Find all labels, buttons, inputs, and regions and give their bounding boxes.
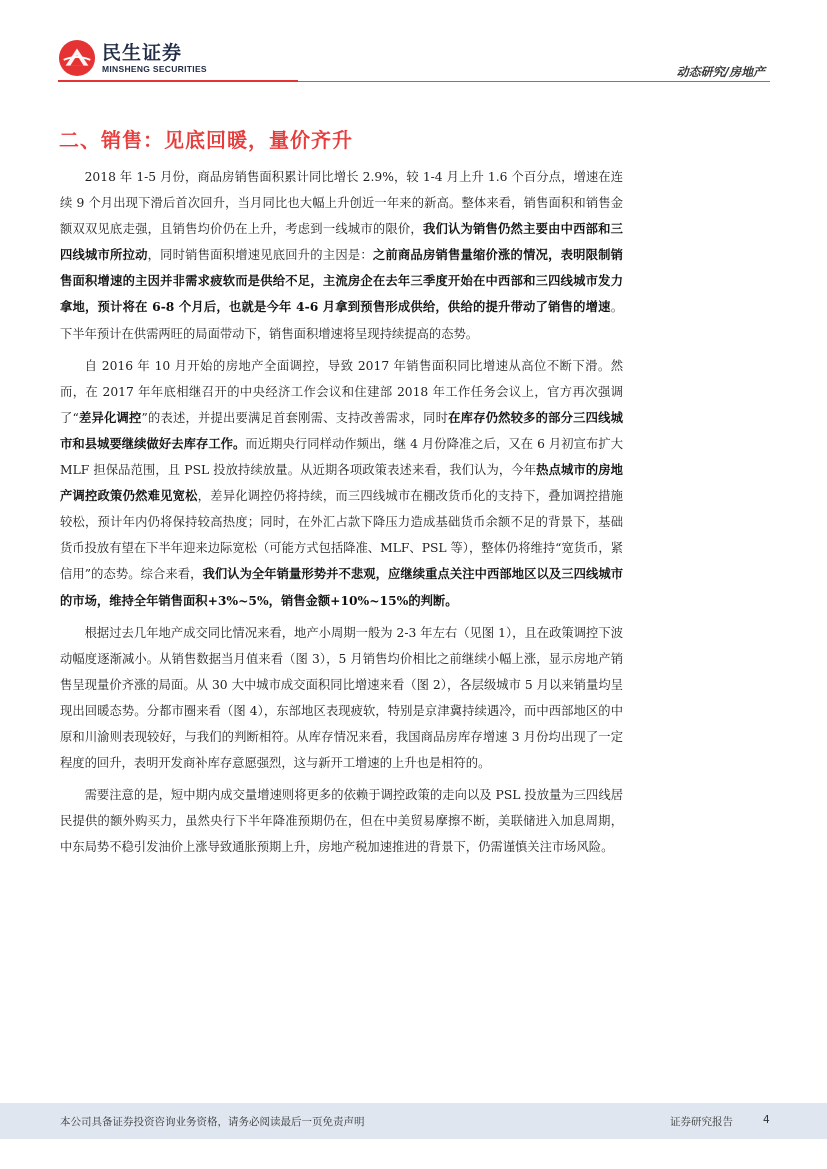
page-number: 4 — [763, 1114, 770, 1126]
footer-disclaimer: 本公司具备证券投资咨询业务资格，请务必阅读最后一页免责声明 — [60, 1116, 365, 1128]
paragraph-text: ，同时销售面积增速见底回升的主因是： — [147, 248, 373, 263]
paragraph — [60, 353, 623, 614]
paragraph-text: 根据过去几年地产成交同比情况来看，地产小周期一般为 2-3 年左右（见图 1），且在政策调控下波动幅度逐渐减小。从销售数据当月值来看（图 3），5 月销售均价相比之前继续小幅上涨，显示房地产销售呈现量价齐涨的局面。从 30 大中城市成交面积同比增速来看（图 2），各层级城市 5 月以来销量均呈现出回暖态势。分都市圈来看（图 4），东部地区表现疲软，特别是京津冀持续遇冷，而中西部地区的中原和川渝则表现较好，与我们的判断相符。从库存情况来看，我国商品房库存增速 3 月份均出现了一定程度的回升，表明开发商补库存意愿强烈，这与新开工增速的上升也是相符的。 — [60, 625, 623, 771]
paragraph — [60, 620, 623, 777]
paragraph-text: 自 2016 年 10 月开始的房地产全面调控，导致 2017 年销售面积同比增速从高位不断下滑。然而，在 2017 年年底相继召开的中央经济工作会议和住建部 2018 年工作任务会议上，官方再次强调了“ — [60, 358, 623, 425]
page-header — [0, 0, 827, 90]
emphasis-text: 我们认为销售仍然主要由中西部和三四线城市所拉动 — [60, 221, 623, 263]
emphasis-text: 在库存仍然较多的部分三四线城市和县城要继续做好去库存工作。 — [60, 409, 623, 451]
paragraph — [60, 164, 623, 347]
paragraph-text: 需要注意的是，短中期内成交量增速则将更多的依赖于调控政策的走向以及 PSL 投放量为三四线居民提供的额外购买力，虽然央行下半年降准预期仍在，但在中美贸易摩擦不断，美联储进入加息周期，中东局势不稳引发油价上涨导致通胀预期上升，房地产税加速推进的背景下，仍需谨慎关注市场风险。 — [60, 788, 623, 855]
paragraph-text: 而近期央行同样动作频出，继 4 月份降准之后，又在 6 月初宣布扩大 MLF 担保品范围，且 PSL 投放持续放量。从近期各项政策表述来看，我们认为，今年 — [60, 436, 623, 478]
logo-english-name: MINSHENG SECURITIES — [102, 63, 207, 74]
header-divider — [298, 81, 770, 82]
footer-report-type: 证券研究报告 — [670, 1116, 733, 1128]
logo-chinese-name: 民生证券 — [102, 41, 183, 64]
minsheng-logo-icon — [58, 39, 96, 77]
paragraph-text: 。下半年预计在供需两旺的局面带动下，销售面积增速将呈现持续提高的态势。 — [60, 300, 623, 341]
report-category: 动态研究/房地产 — [676, 65, 765, 79]
emphasis-text: 之前商品房销售量缩价涨的情况，表明限制销售面积增速的主因并非需求疲软而是供给不足，主流房企在去年三季度开始在中西部和三四线城市发力拿地，预计将在 6-8 个月后，也就是今年 4-6 月拿到预售形成供给，供给的提升带动了销售的增速 — [60, 247, 623, 315]
body-text — [60, 164, 623, 866]
emphasis-text: 我们认为全年销量形势并不悲观，应继续重点关注中西部地区以及三四线城市的市场，维持全年销售面积+3%~5%，销售金额+10%~15%的判断。 — [60, 566, 623, 608]
section-title: 二、销售：见底回暖，量价齐升 — [59, 128, 353, 152]
header-accent-rule — [58, 80, 298, 82]
company-logo — [58, 38, 207, 78]
paragraph-text: ，差异化调控仍将持续，而三四线城市在棚改货币化的支持下，叠加调控措施较松，预计年内仍将保持较高热度；同时，在外汇占款下降压力造成基础货币余额不足的背景下，基础货币投放有望在下半年迎来边际宽松（可能方式包括降准、MLF、PSL 等），整体仍将维持“宽货币，紧信用”的态势。综合来看， — [60, 489, 623, 582]
paragraph-text: ”的表述，并提出要满足首套刚需、支持改善需求，同时 — [141, 410, 449, 425]
paragraph — [60, 782, 623, 860]
emphasis-text: 差异化调控 — [78, 409, 142, 425]
page-footer — [0, 1103, 827, 1139]
paragraph-text: 2018 年 1-5 月份，商品房销售面积累计同比增长 2.9%，较 1-4 月上升 1.6 个百分点，增速在连续 9 个月出现下滑后首次回升，当月同比也大幅上升创近一年来的新高。整体来看，销售面积和销售金额双双见底走强，且销售均价仍在上升，考虑到一线城市的限价， — [60, 170, 623, 237]
emphasis-text: 热点城市的房地产调控政策仍然难见宽松 — [60, 462, 623, 504]
